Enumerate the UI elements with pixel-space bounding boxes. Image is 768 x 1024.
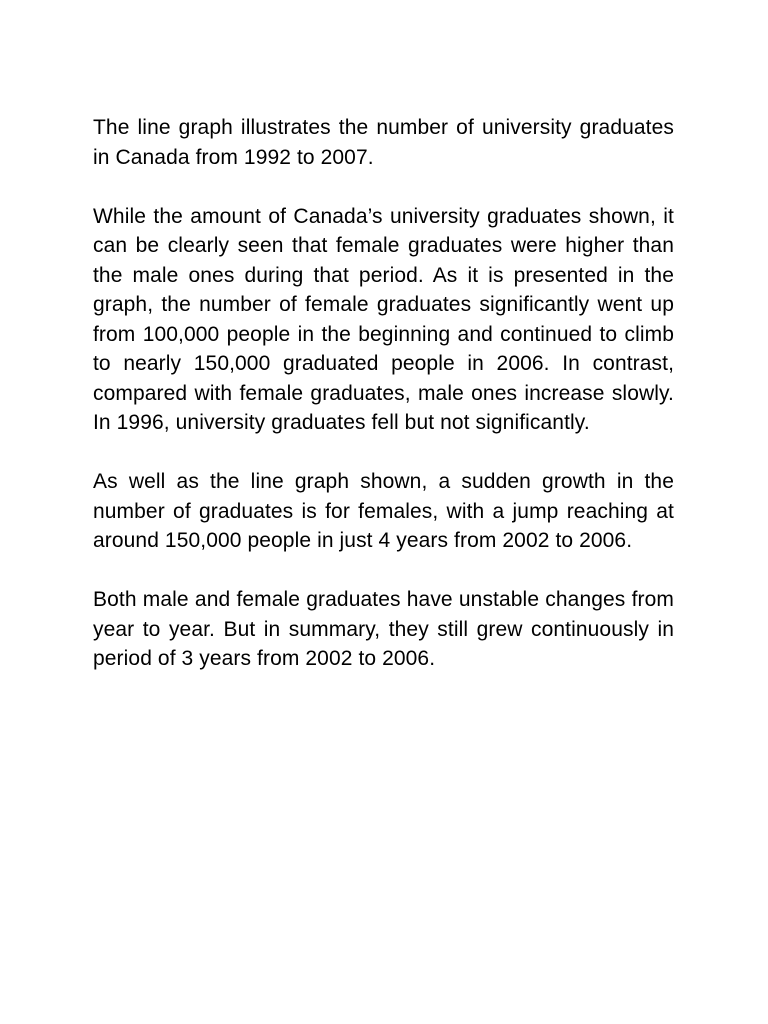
- paragraph-growth: As well as the line graph shown, a sudden growth in the number of graduates is for females, with a jump reaching at around 150,000 people in just 4 years from 2002 to 2006.: [93, 470, 674, 552]
- paragraph-overview: While the amount of Canada’s university graduates shown, it can be clearly seen that female graduates were higher than the male ones during that period. As it is presented in the graph, the number of female graduates significantly went up from 100,000 people in the beginning and continued to climb to nearly 150,000 graduated people in 2006. In contrast, compared with female graduates, male ones increase slowly. In 1996, university graduates fell but not significantly.: [93, 204, 674, 434]
- document-body: [93, 113, 674, 703]
- paragraph-intro: The line graph illustrates the number of university graduates in Canada from 1992 to 2007.: [93, 116, 674, 169]
- paragraph-summary: Both male and female graduates have unstable changes from year to year. But in summary, they still grew continuously in period of 3 years from 2002 to 2006.: [93, 588, 674, 670]
